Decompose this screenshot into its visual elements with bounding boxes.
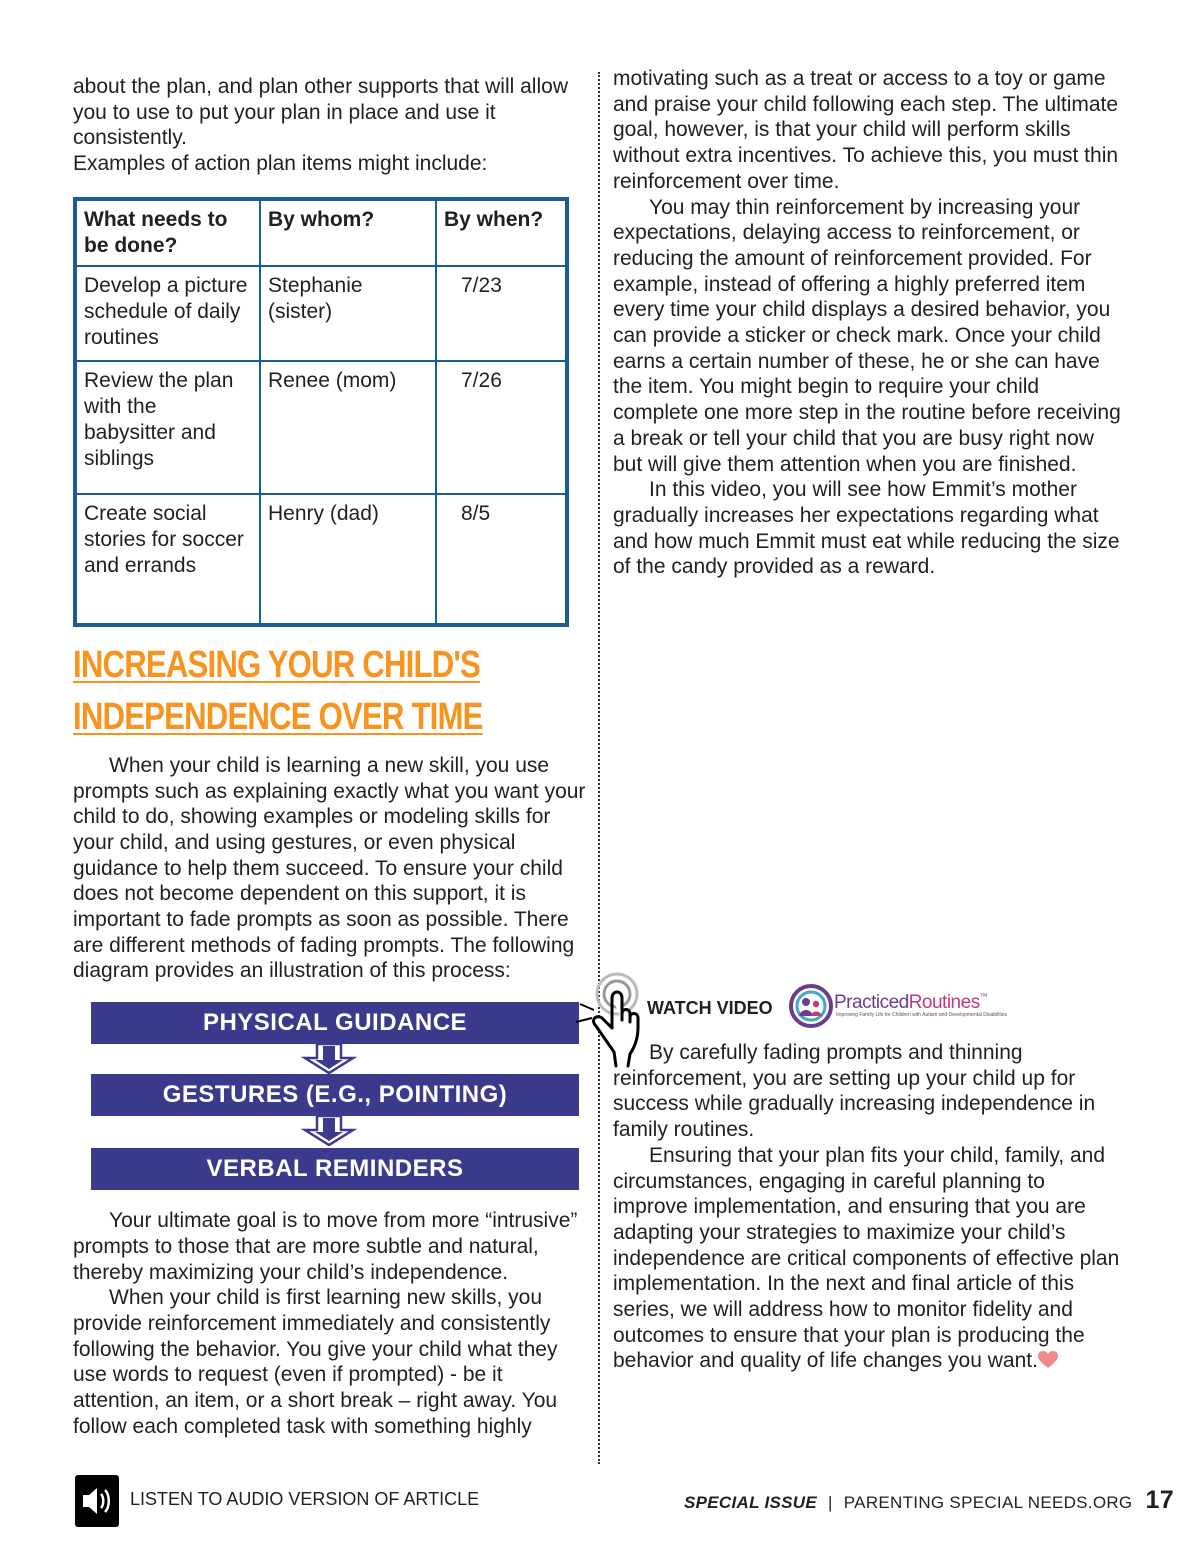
table-row [75,494,567,625]
body-paragraph: In this video, you will see how Emmit’s mother gradually increases her expectations regarding what and how much Emmit must eat while reducing the size of the candy provided as a reward. [613,478,1120,579]
left-column [73,74,589,1439]
table-header-row [75,199,567,266]
body-paragraph: By carefully fading prompts and thinning reinforcement, you are setting up your child up for success while gradually increasing independence in family routines. [613,1041,1096,1142]
diagram-step-physical-guidance: PHYSICAL GUIDANCE [91,1002,579,1044]
table-cell: Develop a picture schedule of daily routines [75,266,260,361]
table-cell: Create social stories for soccer and errands [75,494,260,625]
action-plan-table [73,197,569,627]
prompt-fading-diagram [73,1002,589,1202]
body-paragraph: When your child is learning a new skill, you use prompts such as explaining exactly what you want your child to do, showing examples or modeling skills for your child, and using gestures, or even physical guidance to help them succeed. To ensure your child does not become dependent on this support, it is important to fade prompts as soon as possible. There are different methods of fading prompts. The following diagram provides an illustration of this process: [73,753,586,983]
section-heading [73,639,496,743]
audio-version-label[interactable]: LISTEN TO AUDIO VERSION OF ARTICLE [130,1489,480,1509]
table-cell: 8/5 [436,494,567,625]
table-cell: Stephanie (sister) [260,266,436,361]
heart-icon [1038,1351,1058,1369]
speaker-icon[interactable] [75,1475,119,1527]
practiced-routines-logo-text: PracticedRoutines™ [834,992,988,1013]
issue-label: SPECIAL ISSUE [684,1493,818,1512]
body-paragraph: You may thin reinforcement by increasing your expectations, delaying access to reinforcement, or reducing the amount of reinforcement provided. For example, instead of offering a highly preferred item every time your child displays a desired behavior, you can provide a sticker or check mark. Once your child earns a certain number of these, he or she can have the item. You might begin to require your child complete one more step in the routine before receiving a break or tell your child that you are busy right now but will give them attention when you are finished. [613,195,1121,476]
page-footer [684,1486,1174,1515]
site-name: PARENTING SPECIAL NEEDS.ORG [843,1493,1133,1512]
intro-examples: Examples of action plan items might include: [73,152,488,176]
body-paragraph: When your child is first learning new skills, you provide reinforcement immediately and consistently following the behavior. You give your child what they use words to request (even if prompted) - be it attention, an item, or a short break – right away. You follow each completed task with something highly [73,1286,558,1438]
table-cell: Henry (dad) [260,494,436,625]
down-arrow-icon [301,1044,357,1074]
body-paragraph [613,1143,1125,1374]
right-column [613,66,1125,580]
table-header: What needs to be done? [75,199,260,266]
closing-text: Ensuring that your plan fits your child, family, and circumstances, engaging in careful planning to improve implementation, and ensuring that you are adapting your strategies to maximize your child’s independence are critical components of effective plan implementation. In the next and final article of this series, we will address how to monitor fidelity and outcomes to ensure that your plan is producing the behavior and quality of life changes you want. [613,1143,1120,1373]
section-heading-line: INCREASING YOUR CHILD'S [73,643,480,686]
watch-video-label[interactable]: WATCH VIDEO [647,998,773,1018]
table-header: By whom? [260,199,436,266]
column-divider [598,72,600,1464]
table-cell: Review the plan with the babysitter and siblings [75,361,260,494]
table-header: By when? [436,199,567,266]
body-paragraph: Your ultimate goal is to move from more “intrusive” prompts to those that are more subtle and natural, thereby maximizing your child’s independence. [73,1209,578,1284]
body-paragraph: motivating such as a treat or access to a toy or game and praise your child following each step. The ultimate goal, however, is that your child will perform skills without extra incentives. To achieve this, you must thin reinforcement over time. [613,67,1119,193]
practiced-routines-logo-icon [789,984,833,1028]
table-row [75,266,567,361]
page-number: 17 [1145,1486,1174,1514]
diagram-step-gestures: GESTURES (E.G., POINTING) [91,1074,579,1116]
table-row [75,361,567,494]
footer-separator: | [828,1493,833,1512]
table-cell: 7/26 [436,361,567,494]
down-arrow-icon [301,1116,357,1146]
diagram-step-verbal-reminders: VERBAL REMINDERS [91,1148,579,1190]
section-heading-line: INDEPENDENCE OVER TIME [73,695,483,738]
intro-paragraph: about the plan, and plan other supports that will allow you to use to put your plan in place and use it consistently. [73,75,568,150]
table-cell: Renee (mom) [260,361,436,494]
right-column-lower [613,1040,1125,1374]
logo-tagline: Improving Family Life for Children with Autism and Developmental Disabilities [836,1012,1008,1018]
table-cell: 7/23 [436,266,567,361]
